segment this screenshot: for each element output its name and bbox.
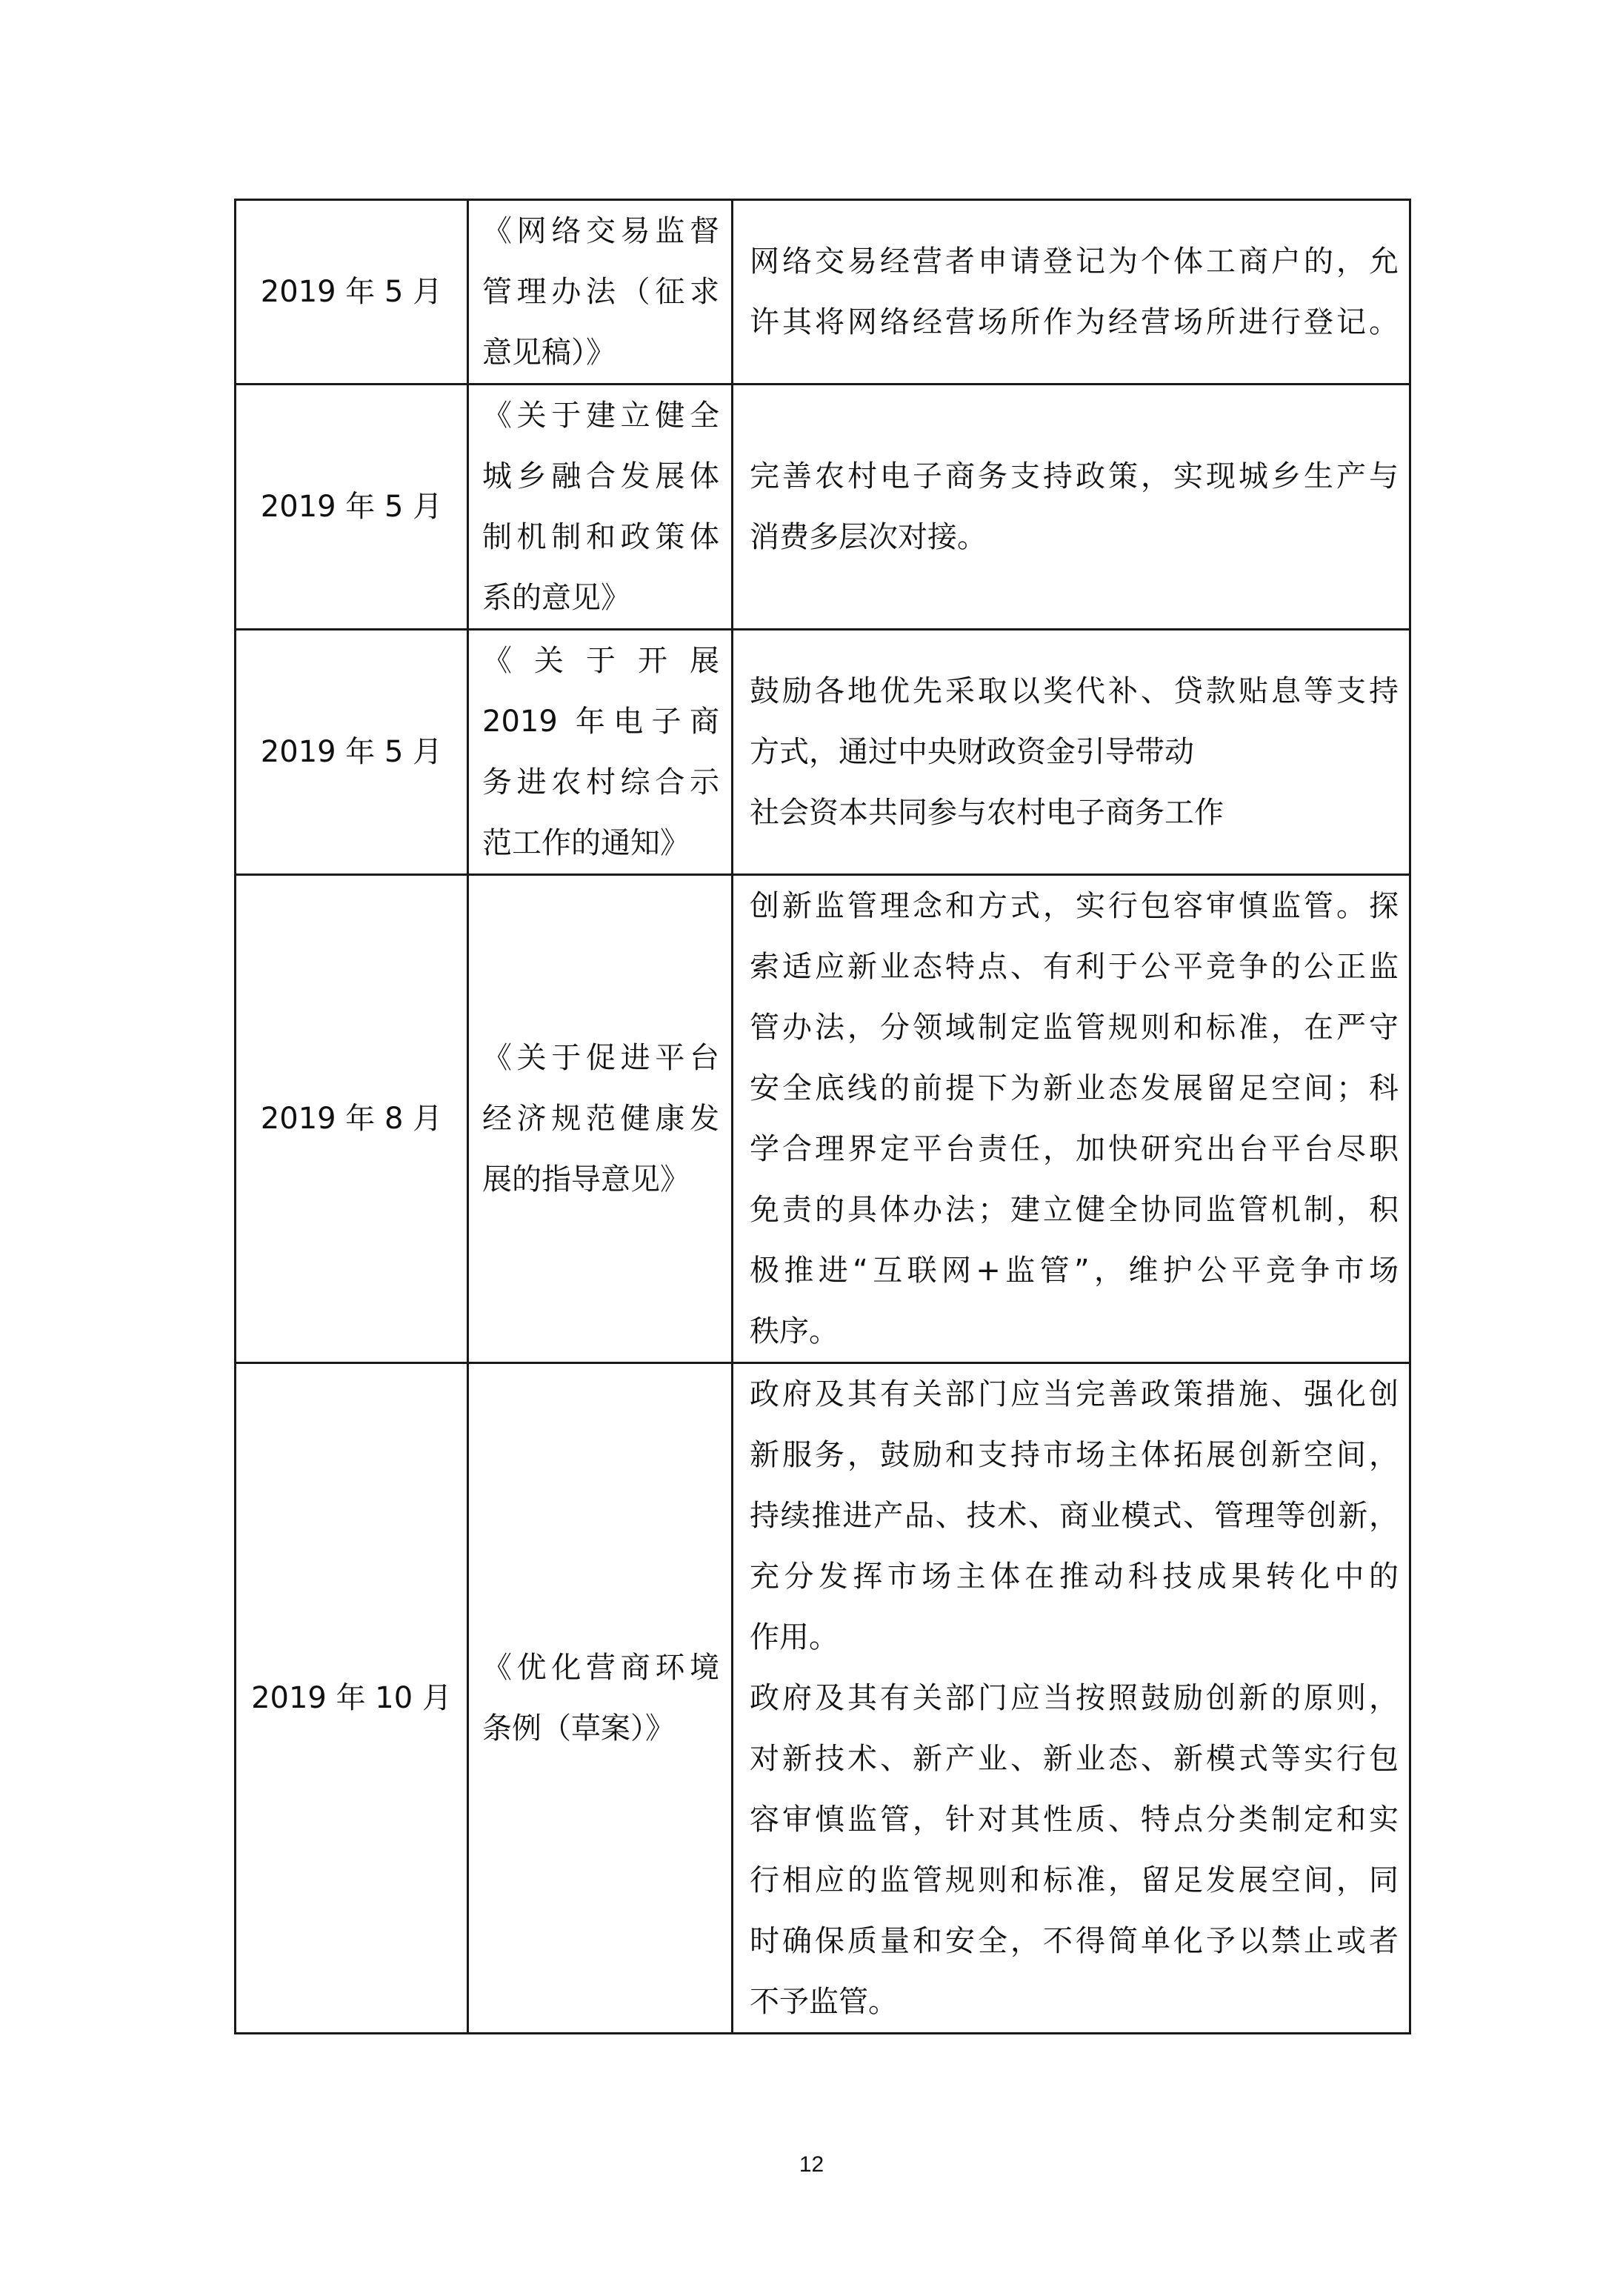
policy-description-line: 时确保质量和安全，不得简单化予以禁止或者	[750, 1924, 1399, 1958]
policy-description-cell	[733, 1363, 1410, 2034]
policy-description-line: 政府及其有关部门应当按照鼓励创新的原则，	[750, 1681, 1399, 1715]
policy-description-line: 管办法，分领域制定监管规则和标准，在严守	[750, 1011, 1399, 1045]
policy-name-cell	[468, 1363, 733, 2034]
policy-name-cell	[468, 200, 733, 385]
policy-description-line: 新服务，鼓励和支持市场主体拓展创新空间，	[750, 1438, 1399, 1472]
policy-description-line: 充分发挥市场主体在推动科技成果转化中的	[750, 1560, 1399, 1594]
policy-name-line: 展的指导意见》	[482, 1162, 690, 1197]
policy-name-line: 系的意见》	[482, 581, 630, 615]
policy-description-line: 索适应新业态特点、有利于公平竞争的公正监	[750, 950, 1399, 984]
date-cell: 2019 年 5 月	[236, 200, 468, 385]
policy-name-line: 《优化营商环境	[482, 1651, 719, 1685]
policy-description-cell	[733, 630, 1410, 875]
policy-name-line: 制机制和政策体	[482, 520, 719, 554]
date-cell: 2019 年 5 月	[236, 630, 468, 875]
policy-description-line: 社会资本共同参与农村电子商务工作	[750, 796, 1224, 830]
policy-description-line: 持续推进产品、技术、商业模式、管理等创新，	[750, 1499, 1399, 1533]
policy-name-cell	[468, 630, 733, 875]
table-row	[236, 875, 1410, 1363]
table-body	[236, 200, 1410, 2034]
policy-description-line: 网络交易经营者申请登记为个体工商户的，允	[750, 244, 1399, 279]
policy-description-cell	[733, 385, 1410, 630]
policy-name-line: 2019 年电子商	[482, 705, 719, 739]
date-cell: 2019 年 10 月	[236, 1363, 468, 2034]
policy-description-line: 容审慎监管，针对其性质、特点分类制定和实	[750, 1803, 1399, 1837]
policy-description-line: 消费多层次对接。	[750, 520, 987, 554]
policy-name-line: 意见稿）》	[482, 336, 616, 370]
policy-description-line: 免责的具体办法；建立健全协同监管机制，积	[750, 1193, 1399, 1227]
table-row	[236, 1363, 1410, 2034]
date-cell: 2019 年 5 月	[236, 385, 468, 630]
policy-description-line: 作用。	[750, 1620, 839, 1654]
policy-name-line: 范工作的通知》	[482, 826, 690, 860]
policy-description-line: 完善农村电子商务支持政策，实现城乡生产与	[750, 459, 1399, 493]
policy-description-line: 安全底线的前提下为新业态发展留足空间；科	[750, 1071, 1399, 1105]
table-row	[236, 630, 1410, 875]
policy-name-cell	[468, 875, 733, 1363]
policy-description-line: 许其将网络经营场所作为经营场所进行登记。	[750, 305, 1399, 339]
policy-name-cell	[468, 385, 733, 630]
policy-description-line: 对新技术、新产业、新业态、新模式等实行包	[750, 1742, 1399, 1776]
policy-description-line: 秩序。	[750, 1314, 839, 1348]
policy-description-line: 行相应的监管规则和标准，留足发展空间，同	[750, 1863, 1399, 1897]
policy-description-line: 不予监管。	[750, 1985, 898, 2019]
policy-table	[234, 199, 1411, 2034]
policy-name-line: 条例（草案）》	[482, 1711, 675, 1746]
policy-name-line: 《关于建立健全	[482, 399, 719, 433]
policy-name-line: 城乡融合发展体	[482, 459, 719, 493]
policy-name-line: 经济规范健康发	[482, 1102, 719, 1136]
policy-name-line: 《关于促进平台	[482, 1041, 719, 1075]
policy-name-line: 务进农村综合示	[482, 765, 719, 799]
policy-description-line: 政府及其有关部门应当完善政策措施、强化创	[750, 1377, 1399, 1411]
policy-name-line: 《 关 于 开 展	[482, 644, 719, 678]
policy-description-line: 方式，通过中央财政资金引导带动	[750, 735, 1194, 769]
policy-description-line: 创新监管理念和方式，实行包容审慎监管。探	[750, 889, 1399, 923]
policy-description-line: 学合理界定平台责任，加快研究出台平台尽职	[750, 1132, 1399, 1166]
policy-name-line: 管理办法（征求	[482, 275, 719, 309]
policy-description-cell	[733, 875, 1410, 1363]
policy-description-line: 极推进“互联网+监管”，维护公平竞争市场	[750, 1254, 1399, 1288]
page-number: 12	[799, 2152, 824, 2177]
policy-name-line: 《网络交易监督	[482, 214, 719, 248]
table-row	[236, 385, 1410, 630]
table-row	[236, 200, 1410, 385]
policy-description-cell	[733, 200, 1410, 385]
policy-description-line: 鼓励各地优先采取以奖代补、贷款贴息等支持	[750, 674, 1399, 708]
date-cell: 2019 年 8 月	[236, 875, 468, 1363]
